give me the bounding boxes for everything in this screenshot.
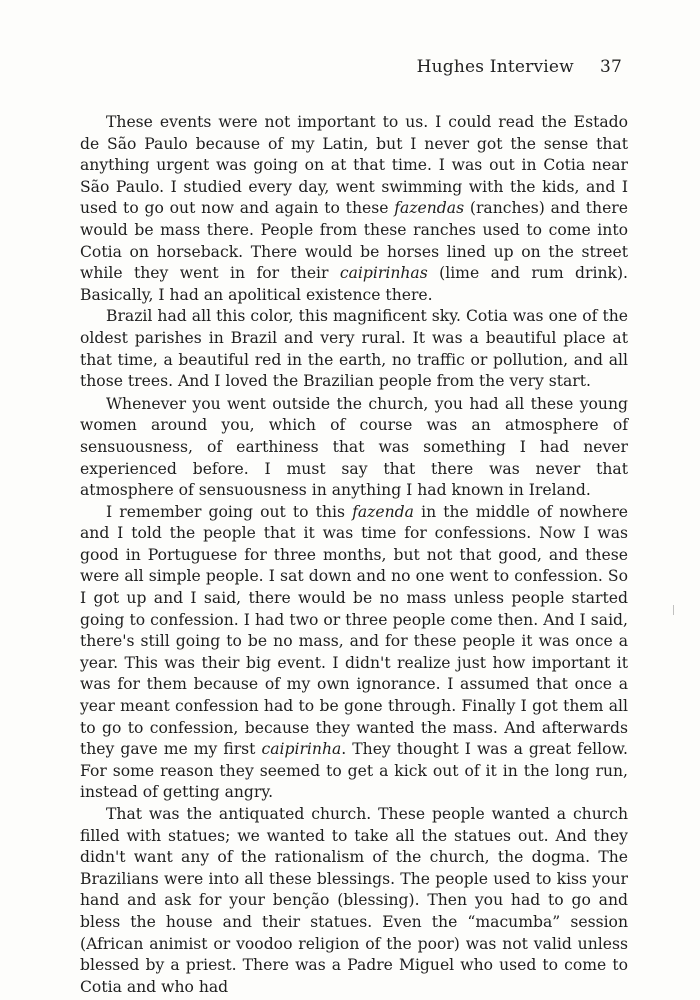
scan-artifact <box>673 605 674 615</box>
paragraph-1-text-a: These events were not important to us. I could read the Estado de São Paulo because of my Latin, but I never got the sense that anything urgent was going on at that time. I was out in Cotia near São Paulo. I studied every day, went swimming with the kids, and I used to go out now and again to these <box>80 113 628 218</box>
page-number: 37 <box>599 57 622 77</box>
paragraph-1-text-c: (lime and rum drink). Basically, I had an apolitical existence there. <box>80 264 628 304</box>
italic-term-caipirinhas: caipirinhas <box>339 264 428 283</box>
paragraph-1 <box>80 112 628 306</box>
italic-term-fazendas: fazendas <box>394 199 465 218</box>
body-text <box>80 112 628 998</box>
paragraph-2: Brazil had all this color, this magnificent sky. Cotia was one of the oldest parishes in Brazil and very rural. It was a beautiful place at that time, a beautiful red in the earth, no traffic or pollution, and all those trees. And I loved the Brazilian people from the very start. <box>80 307 628 391</box>
running-head <box>417 57 622 77</box>
paragraph-5: That was the antiquated church. These people wanted a church filled with statues; we wanted to take all the statues out. And they didn't want any of the rationalism of the church, the dogma. The Brazilians were into all these blessings. The people used to kiss your hand and ask for your benção (blessing). Then you had to go and bless the house and their statues. Even the “macumba” session (African animist or voodoo religion of the poor) was not valid unless blessed by a priest. There was a Padre Miguel who used to come to Cotia and who had <box>80 805 628 996</box>
paragraph-4-text-c: . They thought I was a great fellow. For some reason they seemed to get a kick out of it in the long run, instead of getting angry. <box>80 740 628 802</box>
paragraph-3: Whenever you went outside the church, you had all these young women around you, which of course was an atmosphere of sensuousness, of earthiness that was something I had never experienced before. I must say that there was never that atmosphere of sensuousness in anything I had known in Ireland. <box>80 394 628 500</box>
running-title: Hughes Interview <box>416 57 574 77</box>
italic-term-caipirinha: caipirinha <box>261 740 342 759</box>
paragraph-4 <box>80 502 628 804</box>
paragraph-4-text-b: in the middle of nowhere and I told the people that it was time for confessions. Now I was good in Portuguese for three months, but not that good, and these were all simple people. I sat down and no one went to confession. So I got up and I said, there would be no mass unless people started going to confession. I had two or three people come then. And I said, there's still going to be no mass, and for these people it was once a year. This was their big event. I didn't realize just how important it was for them because of my own ignorance. I assumed that once a year meant confession had to be gone through. Finally I got them all to go to confession, because they wanted the mass. And afterwards they gave me my first <box>80 502 628 759</box>
paragraph-4-text-a: I remember going out to this <box>106 502 353 521</box>
paragraph-1-text-b: (ranches) and there would be mass there. People from these ranches used to come into Cotia on horseback. There would be horses lined up on the street while they went in for their <box>80 199 628 283</box>
italic-term-fazenda: fazenda <box>352 502 414 521</box>
